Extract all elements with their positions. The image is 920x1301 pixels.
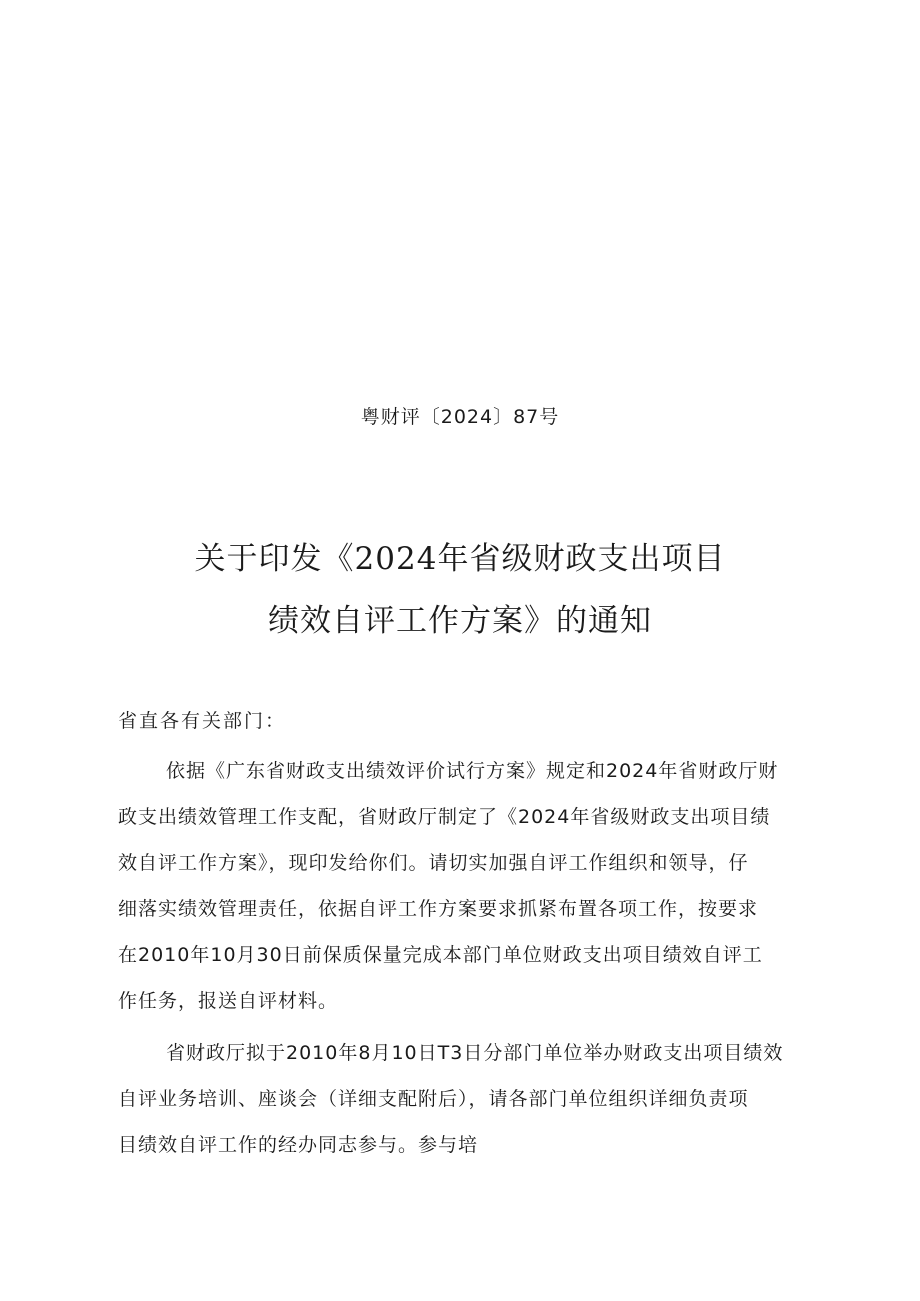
paragraph-line: 省财政厅拟于2010年8月10日T3日分部门单位举办财政支出项目绩效 bbox=[166, 1042, 784, 1064]
title-line-2: 绩效自评工作方案》的通知 bbox=[268, 603, 652, 639]
document-title bbox=[0, 528, 920, 652]
paragraph-line: 依据《广东省财政支出绩效评价试行方案》规定和2024年省财政厅财 bbox=[166, 760, 779, 782]
paragraph-line: 效自评工作方案》，现印发给你们。请切实加强自评工作组织和领导，仔 bbox=[118, 852, 749, 874]
paragraph-line: 政支出绩效管理工作支配，省财政厅制定了《2024年省级财政支出项目绩 bbox=[118, 806, 771, 828]
document-number: 粤财评〔2024〕87号 bbox=[360, 406, 560, 428]
paragraph-line: 细落实绩效管理责任，依据自评工作方案要求抓紧布置各项工作，按要求 bbox=[118, 898, 759, 920]
paragraph-line: 在2010年10月30日前保质保量完成本部门单位财政支出项目绩效自评工 bbox=[118, 944, 763, 966]
paragraph-line: 自评业务培训、座谈会（详细支配附后），请各部门单位组织详细负责项 bbox=[118, 1088, 749, 1110]
paragraph-2 bbox=[118, 1030, 814, 1168]
paragraph-1 bbox=[118, 748, 814, 1024]
title-line-1: 关于印发《2024年省级财政支出项目 bbox=[194, 541, 726, 577]
paragraph-line: 作任务，报送自评材料。 bbox=[118, 990, 339, 1012]
addressee: 省直各有关部门： bbox=[118, 710, 287, 732]
paragraph-line: 目绩效自评工作的经办同志参与。参与培 bbox=[118, 1134, 479, 1156]
document-body bbox=[118, 748, 814, 1174]
